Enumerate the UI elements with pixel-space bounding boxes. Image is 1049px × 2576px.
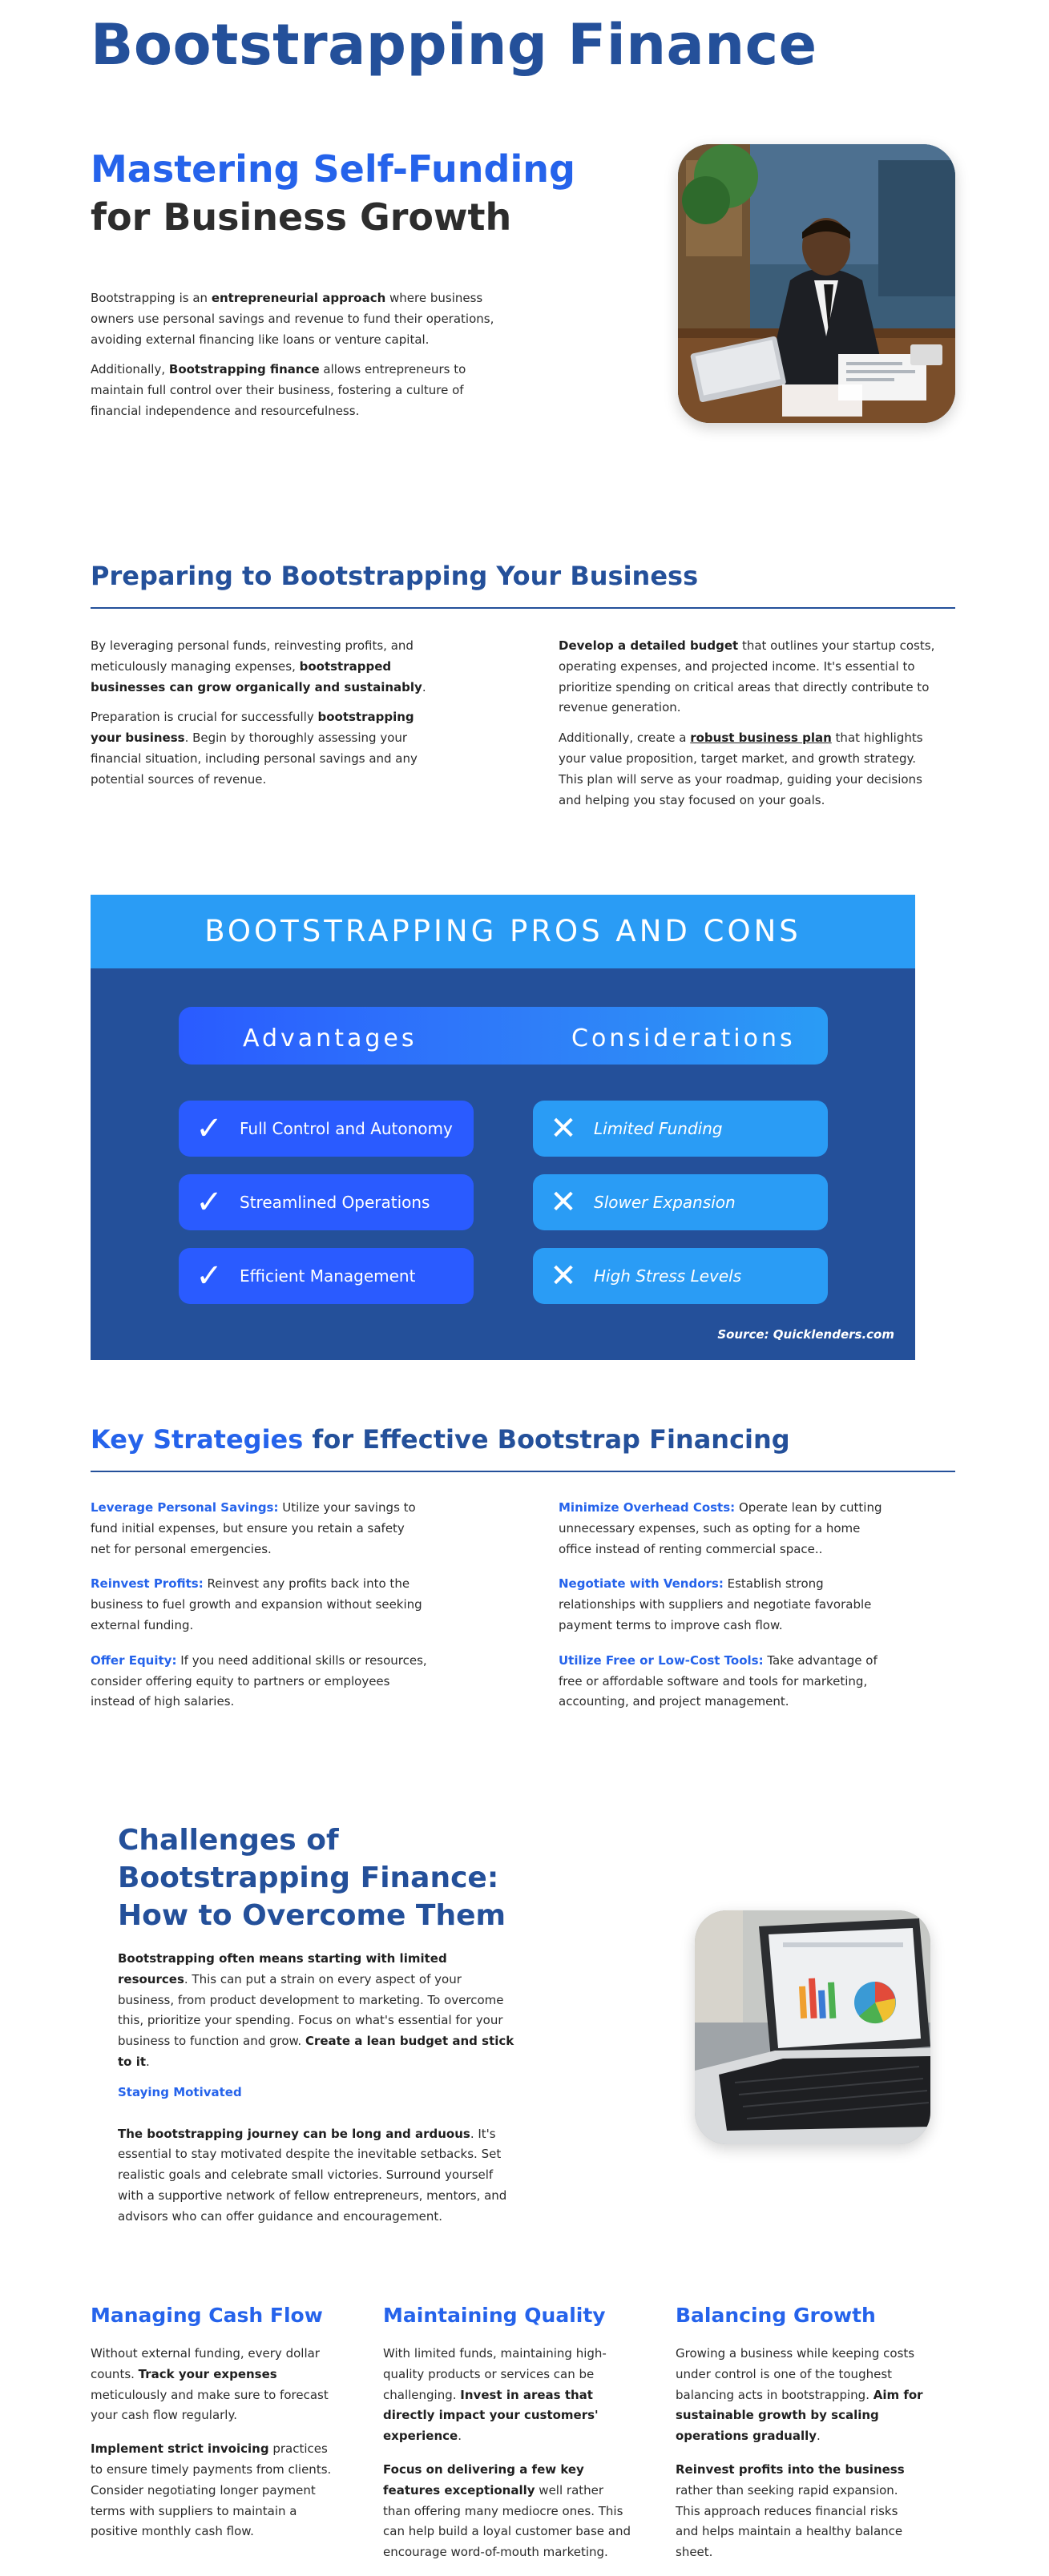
advantage-item: ✓ Full Control and Autonomy (179, 1101, 474, 1157)
quality-paragraph-2: Focus on delivering a few key features exceptionally well rather than offering many mediocre ones. This can help build a loyal customer base and encourage word-of-mouth marketing. (383, 2461, 631, 2560)
checkmark-icon: ✓ (196, 1258, 223, 1294)
advantages-header: Advantages (243, 1024, 418, 1053)
hero-paragraph-1: Bootstrapping is an entrepreneurial approach where business owners use personal savings and revenue to fund their operations, avoiding external financing like loans or venture capital. (91, 291, 494, 347)
preparing-section-title: Preparing to Bootstrapping Your Business (91, 561, 699, 591)
strategies-left-column (91, 1498, 427, 1727)
laptop-charts-photo (695, 1910, 930, 2144)
strategies-right-column (559, 1498, 895, 1727)
quality-paragraph-1: With limited funds, maintaining high-quality products or services can be challenging. Invest in areas that directly impact your customers' experience. (383, 2346, 607, 2444)
maintaining-quality-column (383, 2304, 631, 2576)
strategies-section-title: Key Strategies for Effective Bootstrap Financing (91, 1424, 790, 1455)
balancing-growth-title: Balancing Growth (676, 2304, 876, 2327)
preparing-left-paragraph-1: By leveraging personal funds, reinvesting profits, and meticulously managing expenses, bootstrapped businesses can grow organically and sustainably. (91, 638, 426, 694)
considerations-header: Considerations (571, 1024, 796, 1053)
advantage-item: ✓ Streamlined Operations (179, 1174, 474, 1230)
hero-title (91, 146, 575, 242)
x-mark-icon: ✕ (550, 1258, 577, 1294)
hero-body (91, 288, 507, 432)
consideration-item: ✕ High Stress Levels (533, 1248, 828, 1304)
challenges-body (118, 1949, 518, 2237)
growth-paragraph-1: Growing a business while keeping costs under control is one of the toughest balancing acts in bootstrapping. Aim for sustainable growth by scaling operations gradually. (676, 2346, 923, 2444)
strategy-item: Offer Equity: If you need additional skills or resources, consider offering equity to partners or employees instead of high salaries. (91, 1652, 427, 1709)
maintaining-quality-title: Maintaining Quality (383, 2304, 606, 2327)
strategy-item: Minimize Overhead Costs: Operate lean by cutting unnecessary expenses, such as opting for a home office instead of renting commercial space.. (559, 1500, 882, 1556)
staying-motivated-subheading: Staying Motivated (118, 2084, 242, 2099)
cash-paragraph-2: Implement strict invoicing practices to ensure timely payments from clients. Consider negotiating longer payment terms with suppliers to maintain a positive monthly cash flow. (91, 2441, 332, 2539)
pros-cons-infographic (91, 895, 915, 1360)
consideration-item: ✕ Limited Funding (533, 1101, 828, 1157)
preparing-left-paragraph-2: Preparation is crucial for successfully bootstrapping your business. Begin by thoroughly assessing your financial situation, including personal savings and any potential sources of revenue. (91, 710, 418, 787)
site-title: Bootstrapping Finance (91, 12, 817, 78)
infographic-column-headers (179, 1007, 828, 1065)
preparing-left-column (91, 636, 435, 800)
managing-cash-flow-title: Managing Cash Flow (91, 2304, 323, 2327)
hero-title-line2: for Business Growth (91, 195, 512, 239)
businessman-at-desk-photo (678, 144, 955, 423)
consideration-item: ✕ Slower Expansion (533, 1174, 828, 1230)
strategy-item: Negotiate with Vendors: Establish strong relationships with suppliers and negotiate favorable payment terms to improve cash flow. (559, 1576, 872, 1632)
preparing-right-paragraph-1: Develop a detailed budget that outlines your startup costs, operating expenses, and projected income. It's essential to prioritize spending on critical areas that directly contribute to revenue generation. (559, 638, 935, 715)
hero-title-line1: Mastering Self-Funding (91, 147, 575, 191)
strategies-divider (91, 1471, 955, 1472)
x-mark-icon: ✕ (550, 1110, 577, 1147)
advantage-item: ✓ Efficient Management (179, 1248, 474, 1304)
infographic-source: Source: Quicklenders.com (717, 1327, 894, 1342)
checkmark-icon: ✓ (196, 1184, 223, 1221)
preparing-right-column (559, 636, 935, 820)
managing-cash-flow-column (91, 2304, 339, 2555)
challenges-paragraph-2: The bootstrapping journey can be long and arduous. It's essential to stay motivated despite the inevitable setbacks. Set realistic goals and celebrate small victories. Surround yourself with a supportive network of fellow entrepreneurs, mentors, and advisors who can offer guidance and encouragement. (118, 2126, 507, 2224)
challenges-title: Challenges of Bootstrapping Finance: How to Overcome Them (118, 1824, 506, 1932)
balancing-growth-column (676, 2304, 924, 2576)
checkmark-icon: ✓ (196, 1110, 223, 1147)
preparing-right-paragraph-2: Additionally, create a robust business plan that highlights your value proposition, target market, and growth strategy. This plan will serve as your roadmap, guiding your decisions and helping you stay focused on your goals. (559, 731, 923, 807)
x-mark-icon: ✕ (550, 1184, 577, 1221)
strategy-item: Leverage Personal Savings: Utilize your savings to fund initial expenses, but ensure you retain a safety net for personal emergencies. (91, 1500, 416, 1556)
strategy-item: Reinvest Profits: Reinvest any profits back into the business to fuel growth and expansion without seeking external funding. (91, 1576, 422, 1632)
strategy-item: Utilize Free or Low-Cost Tools: Take advantage of free or affordable software and tools for marketing, accounting, and project management. (559, 1652, 878, 1709)
businessman-illustration (678, 144, 955, 423)
hero-paragraph-2: Additionally, Bootstrapping finance allows entrepreneurs to maintain full control over their business, fostering a culture of financial independence and resourcefulness. (91, 362, 466, 418)
robust-business-plan-link[interactable]: robust business plan (690, 731, 832, 746)
growth-paragraph-2: Reinvest profits into the business rather than seeking rapid expansion. This approach reduces financial risks and helps maintain a healthy balance sheet. (676, 2461, 905, 2560)
infographic-title: BOOTSTRAPPING PROS AND CONS (91, 895, 915, 968)
cash-paragraph-1: Without external funding, every dollar counts. Track your expenses meticulously and make sure to forecast your cash flow regularly. (91, 2346, 329, 2423)
challenges-paragraph-1: Bootstrapping often means starting with limited resources. This can put a strain on every aspect of your business, from product development to marketing. To overcome this, prioritize your spending. Focus on what's essential for your business to function and grow. Create a lean budget and stick to it. (118, 1951, 514, 2069)
preparing-divider (91, 607, 955, 609)
laptop-illustration (695, 1910, 930, 2144)
